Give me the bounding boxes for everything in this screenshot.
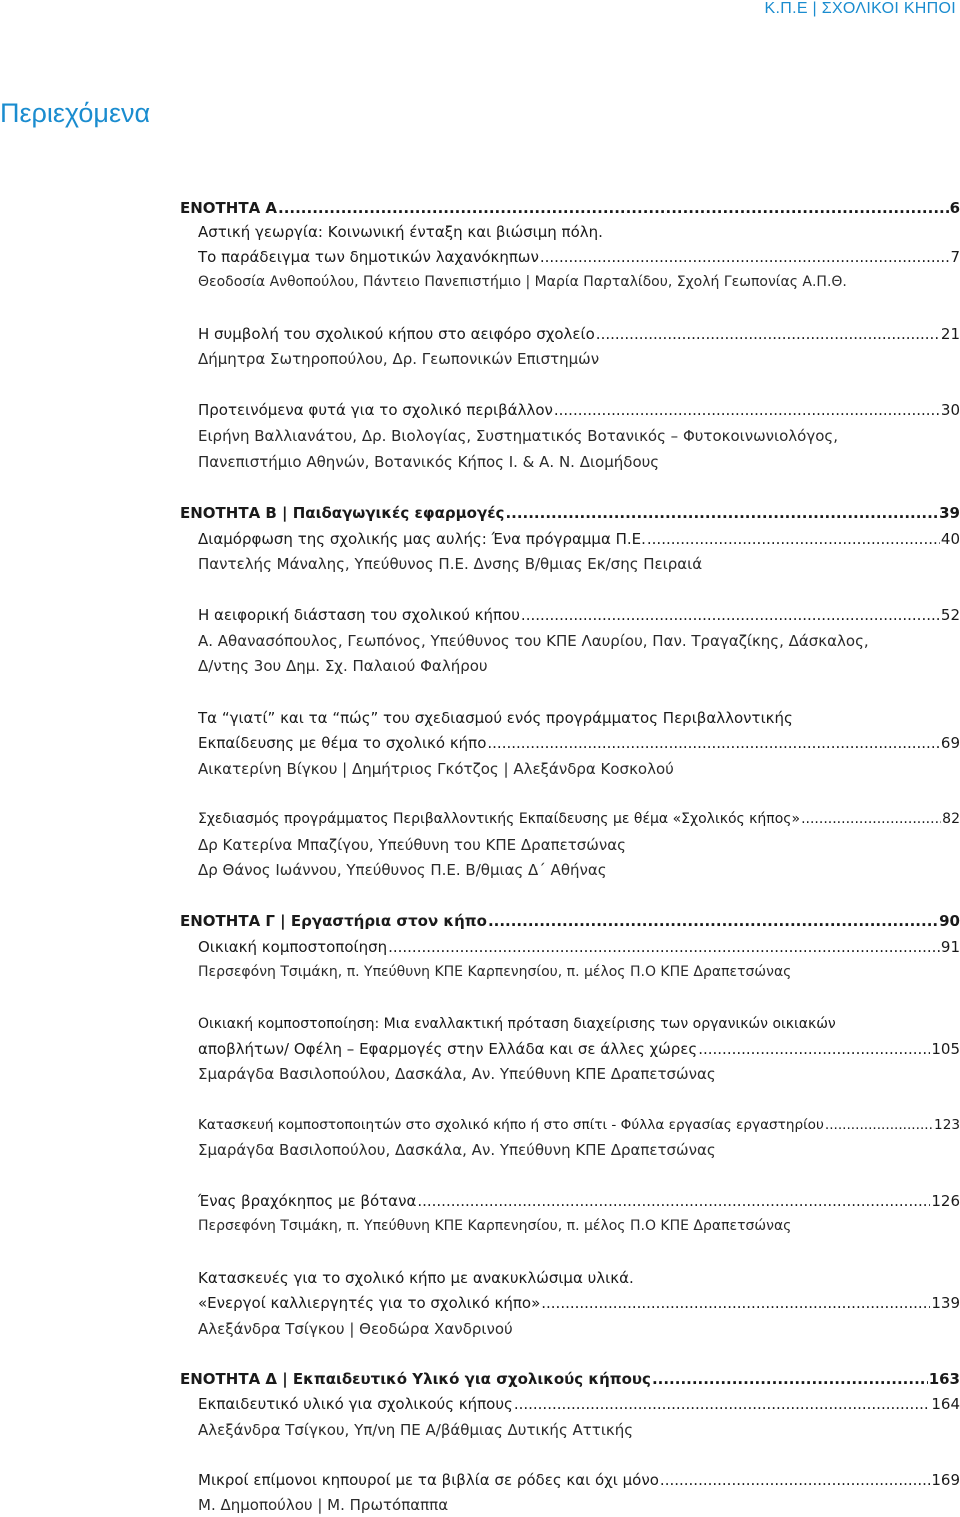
toc-page-number: 52 (940, 606, 960, 624)
toc-entry-authors: Δρ Κατερίνα Μπαζίγου, Υπεύθυνη του ΚΠΕ Δραπετσώνας (198, 836, 626, 854)
running-header: Κ.Π.Ε | ΣΧΟΛΙΚΟΙ ΚΗΠΟΙ (764, 0, 956, 17)
toc-entry-5[interactable] (198, 603, 960, 627)
toc-entry-authors: Δήμητρα Σωτηροπούλου, Δρ. Γεωπονικών Επιστημών (198, 350, 600, 368)
leader-dots (554, 398, 940, 422)
toc-entry-title: Μικροί επίμονοι κηπουροί με τα βιβλία σε ρόδες και όχι μόνο (198, 1471, 659, 1489)
toc-unit-b[interactable] (180, 501, 960, 525)
toc-entry-title: Κατασκευή κομποστοποιητών στο σχολικό κήπο ή στο σπίτι - Φύλλα εργασίας εργαστηρίου (198, 1117, 824, 1133)
leader-dots (541, 1291, 930, 1315)
toc-entry-authors: Μ. Δημοπούλου | Μ. Πρωτόπαππα (198, 1496, 449, 1514)
toc-page-number: 163 (928, 1370, 960, 1388)
toc-entry-authors: Αλεξάνδρα Τσίγκου, Υπ/νη ΠΕ Α/βάθμιας Δυτικής Αττικής (198, 1421, 634, 1439)
toc-entry-authors: Παντελής Μάναλης, Υπεύθυνος Π.Ε. Δνσης Β/θμιας Εκ/σης Πειραιά (198, 555, 703, 573)
toc-entry-authors: Δ/ντης 3ου Δημ. Σχ. Παλαιού Φαλήρου (198, 657, 488, 675)
leader-dots (647, 527, 940, 551)
toc-page-number: 39 (939, 504, 960, 522)
toc-entry-title: «Ενεργοί καλλιεργητές για το σχολικό κήπο» (198, 1294, 541, 1312)
toc-page-number: 21 (940, 325, 960, 343)
toc-unit-title: ΕΝΟΤΗΤΑ Γ | Εργαστήρια στον κήπο (180, 912, 487, 930)
toc-entry-title[interactable]: Τα “γιατί” και τα “πώς” του σχεδιασμού ενός προγράμματος Περιβαλλοντικής (198, 709, 793, 727)
toc-entry-title: Ένας βραχόκηπος με βότανα (198, 1192, 417, 1210)
leader-dots (660, 1468, 930, 1492)
toc-entry-4[interactable] (198, 527, 960, 551)
toc-page-number: 139 (931, 1294, 960, 1312)
toc-page-number: 7 (950, 248, 960, 266)
toc-page-number: 169 (931, 1471, 960, 1489)
toc-page-number: 69 (940, 734, 960, 752)
leader-dots (417, 1189, 930, 1213)
toc-entry-title: Προτεινόμενα φυτά για το σχολικό περιβάλλον (198, 401, 553, 419)
toc-entry-title: Εκπαίδευσης με θέμα το σχολικό κήπο (198, 734, 487, 752)
toc-entry-9[interactable] (198, 1037, 960, 1061)
toc-entry-title: Οικιακή κομποστοποίηση (198, 938, 388, 956)
toc-entry-title: Σχεδιασμός προγράμματος Περιβαλλοντικής Εκπαίδευσης με θέμα «Σχολικός κήπος» (198, 811, 801, 827)
toc-page-number: 164 (931, 1395, 960, 1413)
leader-dots (505, 501, 938, 525)
toc-entry-authors: Α. Αθανασόπουλος, Γεωπόνος, Υπεύθυνος του ΚΠΕ Λαυρίου, Παν. Τραγαζίκης, Δάσκαλος, (198, 632, 869, 650)
toc-entry-title: Η συμβολή του σχολικού κήπου στο αειφόρο σχολείο (198, 325, 595, 343)
toc-entry-1[interactable] (198, 245, 960, 269)
toc-entry-authors: Αλεξάνδρα Τσίγκου | Θεοδώρα Χανδρινού (198, 1320, 513, 1338)
toc-entry-authors: Σμαράγδα Βασιλοπούλου, Δασκάλα, Αν. Υπεύθυνη ΚΠΕ Δραπετσώνας (198, 1141, 716, 1159)
toc-entry-12[interactable] (198, 1291, 960, 1315)
toc-unit-c[interactable] (180, 909, 960, 933)
toc-entry-title: Το παράδειγμα των δημοτικών λαχανόκηπων (198, 248, 539, 266)
toc-page-number: 30 (940, 401, 960, 419)
leader-dots (652, 1367, 928, 1391)
toc-page-number: 91 (940, 938, 960, 956)
leader-dots (698, 1037, 930, 1061)
toc-page-number: 6 (949, 199, 960, 217)
toc-entry-3[interactable] (198, 398, 960, 422)
leader-dots (596, 322, 940, 346)
toc-entry-authors: Περσεφόνη Τσιμάκη, π. Υπεύθυνη ΚΠΕ Καρπενησίου, π. μέλος Π.Ο ΚΠΕ Δραπετσώνας (198, 1218, 792, 1234)
toc-entry-11[interactable] (198, 1189, 960, 1213)
toc-entry-authors: Αικατερίνη Βίγκου | Δημήτριος Γκότζος | Αλεξάνδρα Κοσκολού (198, 760, 674, 778)
page-title: Περιεχόμενα (0, 98, 151, 128)
toc-page-number: 82 (942, 811, 960, 827)
toc-entry-title[interactable]: Κατασκευές για το σχολικό κήπο με ανακυκλώσιμα υλικά. (198, 1269, 634, 1287)
toc-entry-authors: Ειρήνη Βαλλιανάτου, Δρ. Βιολογίας, Συστηματικός Βοτανικός – Φυτοκοινωνιολόγος, (198, 427, 838, 445)
leader-dots (488, 909, 938, 933)
toc-entry-title[interactable]: Αστική γεωργία: Κοινωνική ένταξη και βιώσιμη πόλη. (198, 223, 603, 241)
toc-unit-a[interactable] (180, 196, 960, 220)
leader-dots (514, 1392, 931, 1416)
toc-entry-7[interactable] (198, 807, 960, 831)
toc-unit-title: ΕΝΟΤΗΤΑ Β | Παιδαγωγικές εφαρμογές (180, 504, 505, 522)
toc-page-number: 123 (934, 1117, 960, 1133)
leader-dots (801, 807, 941, 831)
toc-unit-d[interactable] (180, 1367, 960, 1391)
toc-entry-title: αποβλήτων/ Οφέλη – Εφαρμογές στην Ελλάδα και σε άλλες χώρες (198, 1040, 698, 1058)
toc-entry-13[interactable] (198, 1392, 960, 1416)
toc-unit-title: ΕΝΟΤΗΤΑ Α (180, 199, 278, 217)
toc-entry-authors: Δρ Θάνος Ιωάννου, Υπεύθυνος Π.Ε. Β/θμιας Δ΄ Αθήνας (198, 861, 607, 879)
toc-page-number: 40 (940, 530, 960, 548)
leader-dots (521, 603, 940, 627)
toc-page-number: 126 (931, 1192, 960, 1210)
toc-unit-title: ΕΝΟΤΗΤΑ Δ | Εκπαιδευτικό Υλικό για σχολικούς κήπους (180, 1370, 651, 1388)
toc-entry-14[interactable] (198, 1468, 960, 1492)
toc-page-number: 105 (931, 1040, 960, 1058)
toc-entry-10[interactable] (198, 1113, 960, 1137)
leader-dots (540, 245, 950, 269)
leader-dots (278, 196, 949, 220)
toc-entry-authors: Σμαράγδα Βασιλοπούλου, Δασκάλα, Αν. Υπεύθυνη ΚΠΕ Δραπετσώνας (198, 1065, 716, 1083)
toc-entry-authors: Πανεπιστήμιο Αθηνών, Βοτανικός Κήπος Ι. & Α. Ν. Διομήδους (198, 453, 660, 471)
leader-dots (825, 1113, 933, 1137)
leader-dots (487, 731, 940, 755)
toc-entry-authors: Θεοδοσία Ανθοπούλου, Πάντειο Πανεπιστήμιο | Μαρία Παρταλίδου, Σχολή Γεωπονίας Α.Π.Θ. (198, 274, 847, 290)
toc-entry-title[interactable]: Οικιακή κομποστοποίηση: Μια εναλλακτική πρόταση διαχείρισης των οργανικών οικιακών (198, 1016, 836, 1032)
toc-entry-authors: Περσεφόνη Τσιμάκη, π. Υπεύθυνη ΚΠΕ Καρπενησίου, π. μέλος Π.Ο ΚΠΕ Δραπετσώνας (198, 964, 792, 980)
toc-entry-6[interactable] (198, 731, 960, 755)
toc-entry-title: Η αειφορική διάσταση του σχολικού κήπου (198, 606, 520, 624)
toc-entry-8[interactable] (198, 935, 960, 959)
toc-entry-2[interactable] (198, 322, 960, 346)
toc-entry-title: Εκπαιδευτικό υλικό για σχολικούς κήπους (198, 1395, 513, 1413)
toc-entry-title: Διαμόρφωση της σχολικής μας αυλής: Ένα πρόγραμμα Π.Ε. (198, 530, 646, 548)
leader-dots (388, 935, 940, 959)
toc-page-number: 90 (939, 912, 960, 930)
